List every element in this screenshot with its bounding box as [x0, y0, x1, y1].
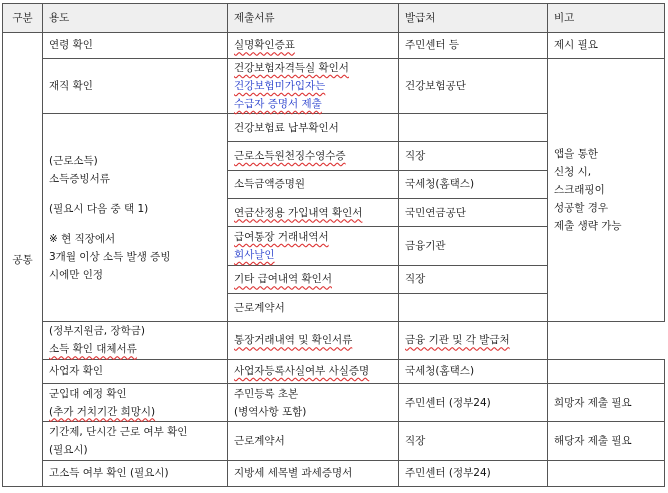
- document-requirements-table: [2, 3, 665, 487]
- header-issuer: 발급처: [399, 4, 548, 33]
- header-category: 구분: [3, 4, 43, 33]
- table-row: [3, 460, 665, 486]
- document-cell: 통장거래내역 및 확인서류: [228, 322, 399, 359]
- use-cell: 연령 확인: [43, 33, 228, 58]
- document-cell: 급여통장 거래내역서 회사날인: [228, 227, 399, 265]
- issuer-cell: 건강보험공단: [399, 58, 548, 114]
- document-cell: 건강보험자격득실 확인서 건강보험미가입자는 수급자 증명서 제출: [228, 58, 399, 114]
- issuer-cell: 주민센터 등: [399, 33, 548, 58]
- note-cell: 제시 필요: [548, 33, 665, 58]
- issuer-cell: [399, 293, 548, 321]
- issuer-cell: 주민센터 (정부24): [399, 383, 548, 421]
- document-cell: 주민등록 초본 (병역사항 포함): [228, 383, 399, 421]
- table-row: [3, 383, 665, 421]
- note-cell: [548, 460, 665, 486]
- note-cell: 해당자 제출 필요: [548, 422, 665, 460]
- use-cell: 기간제, 단시간 근로 여부 확인 (필요시): [43, 422, 228, 460]
- issuer-cell: 국민연금공단: [399, 198, 548, 226]
- issuer-cell: [399, 114, 548, 142]
- table-row: [3, 322, 665, 359]
- note-cell: [548, 359, 665, 383]
- table-row: [3, 58, 665, 114]
- use-cell: (정부지원금, 장학금) 소득 확인 대체서류: [43, 322, 228, 359]
- document-cell: 연금산정용 가입내역 확인서: [228, 198, 399, 226]
- document-cell: 근로계약서: [228, 422, 399, 460]
- table-row: [3, 422, 665, 460]
- document-cell: 소득금액증명원: [228, 170, 399, 198]
- note-cell: 앱을 통한 신청 시, 스크래핑이 성공할 경우 제출 생략 가능: [548, 58, 665, 322]
- table-header-row: [3, 4, 665, 33]
- use-cell: (근로소득) 소득증빙서류 (필요시 다음 중 택 1) ※ 현 직장에서 3개월 이상 소득 발생 증빙 시에만 인정: [43, 114, 228, 322]
- document-cell: 근로계약서: [228, 293, 399, 321]
- issuer-cell: 주민센터 (정부24): [399, 460, 548, 486]
- document-cell: 지방세 세목별 과세증명서: [228, 460, 399, 486]
- issuer-cell: 직장: [399, 422, 548, 460]
- issuer-cell: 직장: [399, 265, 548, 293]
- use-cell: 재직 확인: [43, 58, 228, 114]
- header-use: 용도: [43, 4, 228, 33]
- issuer-cell: 금융기관: [399, 227, 548, 265]
- use-cell: 고소득 여부 확인 (필요시): [43, 460, 228, 486]
- use-cell: 사업자 확인: [43, 359, 228, 383]
- issuer-cell: 국세청(홈택스): [399, 170, 548, 198]
- note-cell: 희망자 제출 필요: [548, 383, 665, 421]
- table-row: [3, 33, 665, 58]
- table-row: [3, 359, 665, 383]
- document-cell: 실명확인증표: [228, 33, 399, 58]
- category-cell: 공통: [3, 33, 43, 487]
- header-documents: 제출서류: [228, 4, 399, 33]
- document-cell: 근로소득원천징수영수증: [228, 142, 399, 170]
- document-cell: 기타 급여내역 확인서: [228, 265, 399, 293]
- issuer-cell: 직장: [399, 142, 548, 170]
- issuer-cell: 국세청(홈택스): [399, 359, 548, 383]
- document-cell: 사업자등록사실여부 사실증명: [228, 359, 399, 383]
- header-note: 비고: [548, 4, 665, 33]
- use-cell: 군입대 예정 확인 (추가 거치기간 희망시): [43, 383, 228, 421]
- document-cell: 건강보험료 납부확인서: [228, 114, 399, 142]
- issuer-cell: 금융 기관 및 각 발급처: [399, 322, 548, 359]
